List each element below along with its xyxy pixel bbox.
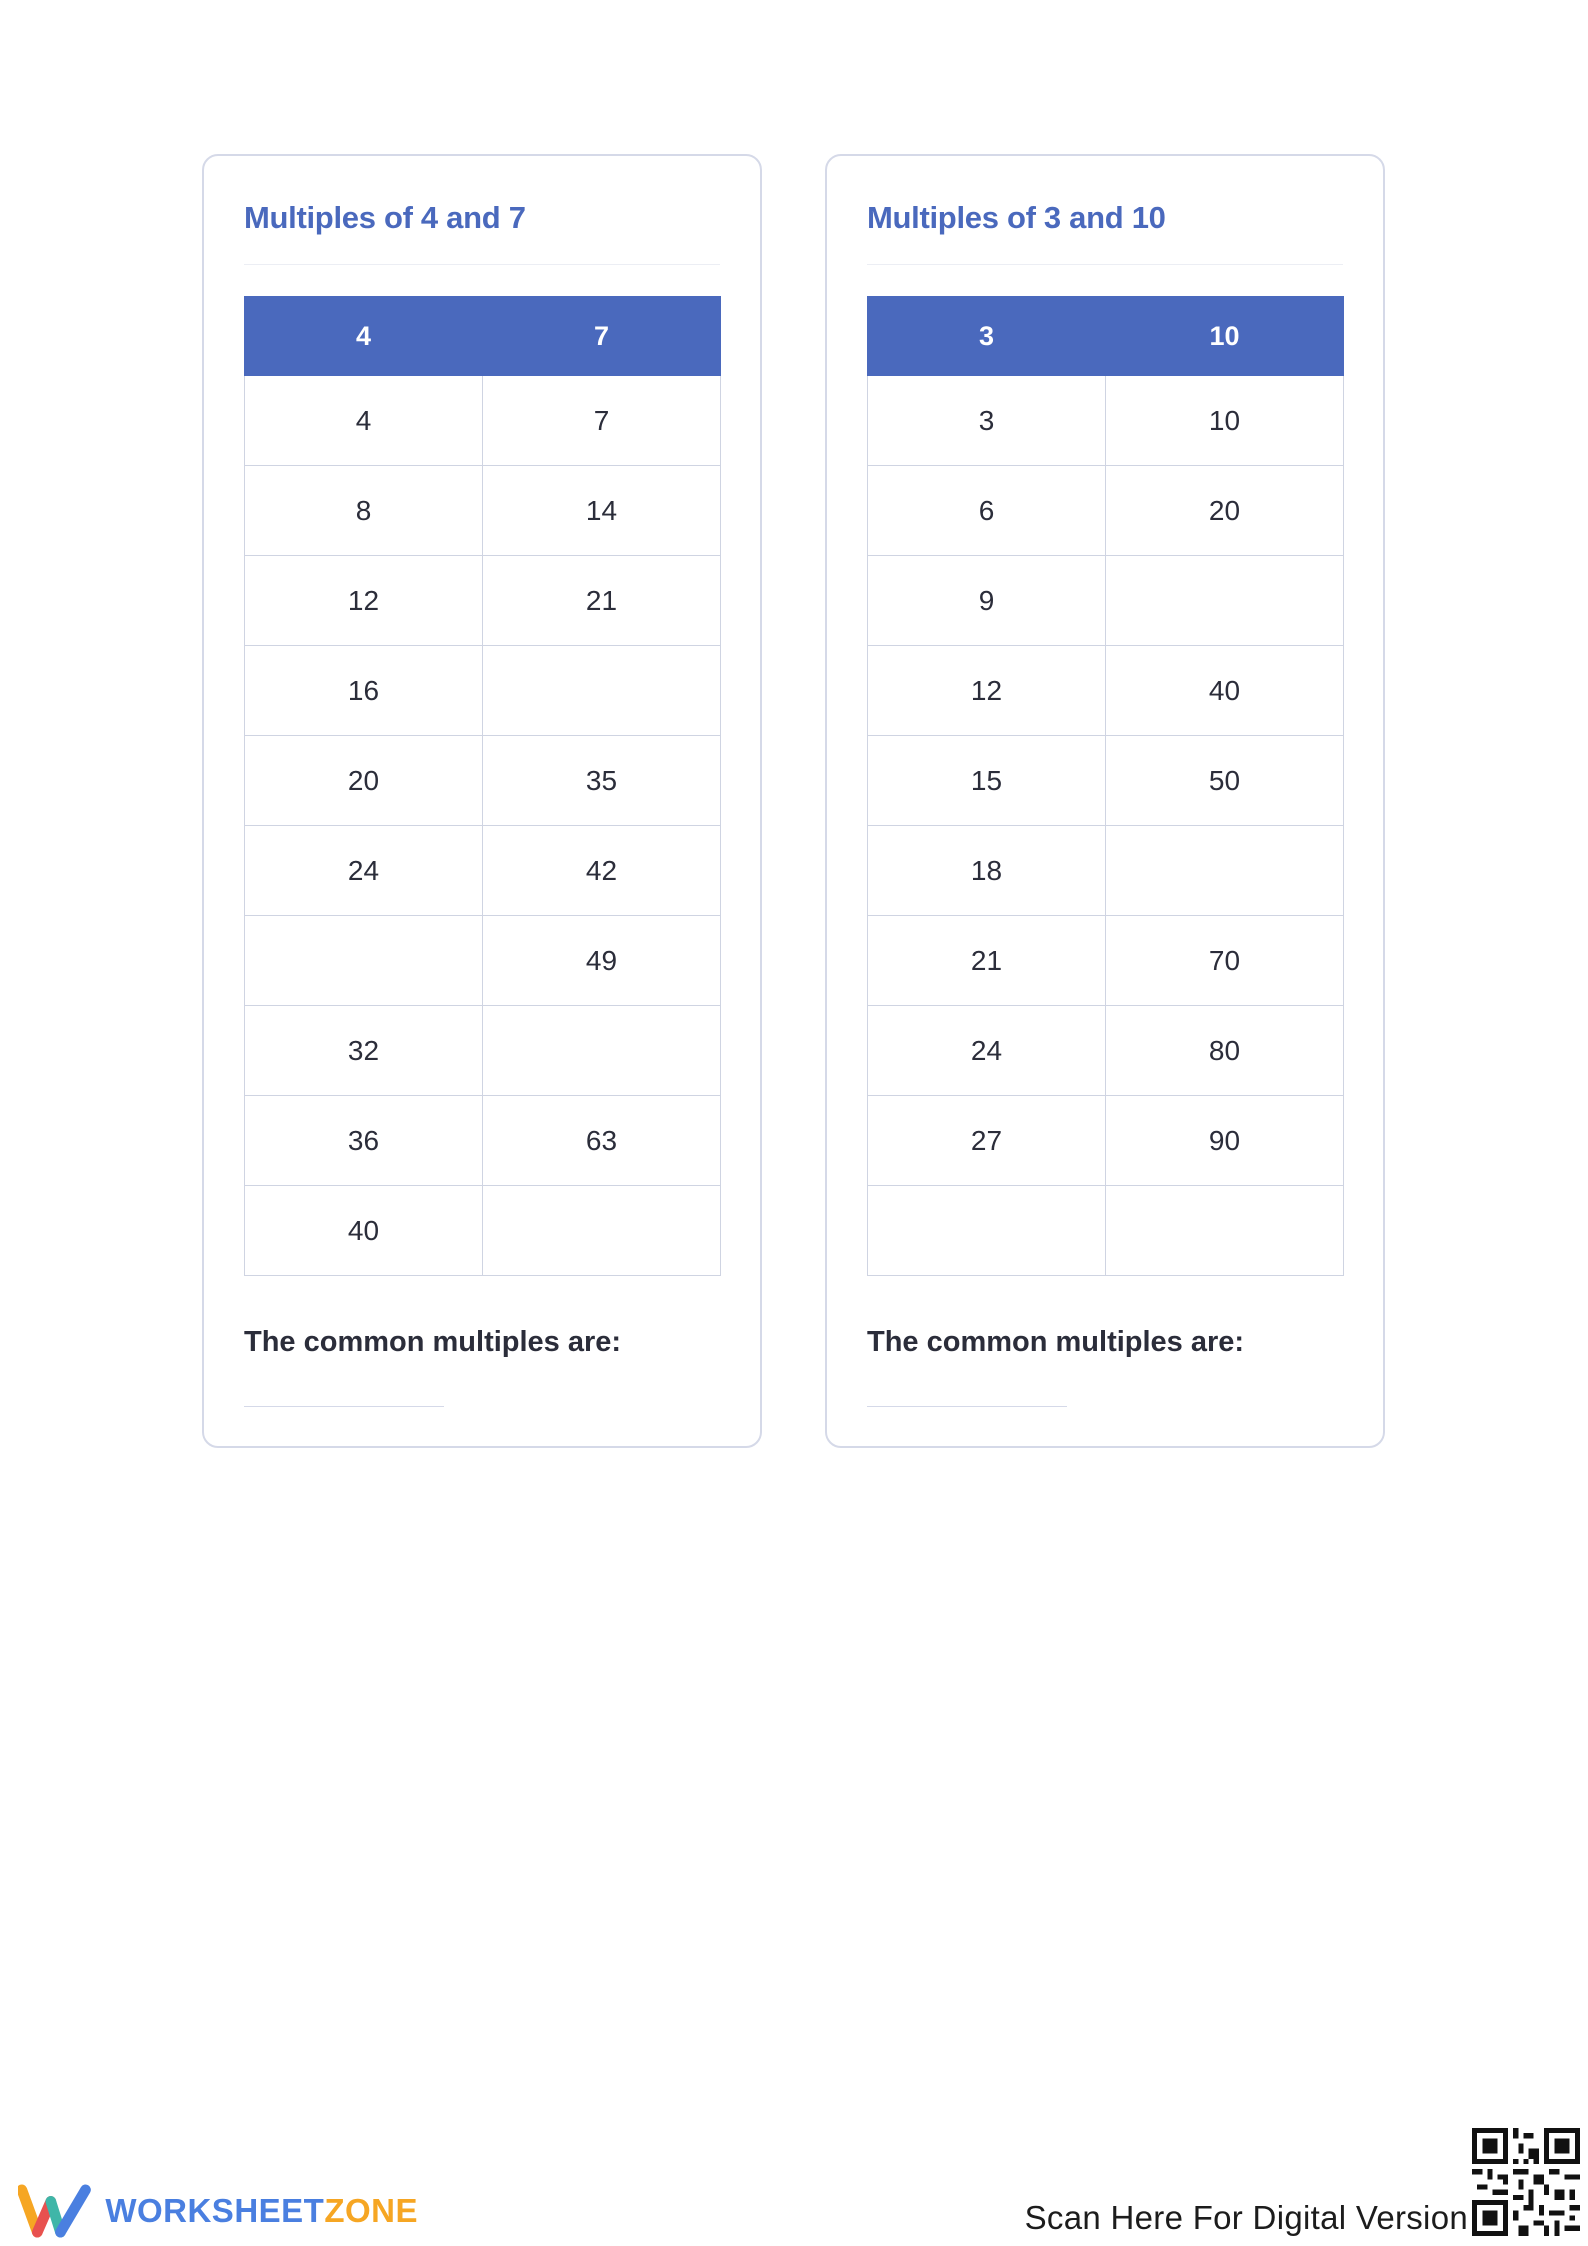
blank-answer-cell[interactable] xyxy=(483,1186,721,1276)
table-cell: 49 xyxy=(483,916,721,1006)
table-row xyxy=(245,1006,721,1096)
blank-answer-cell[interactable] xyxy=(245,916,483,1006)
logo-word-accent: ZONE xyxy=(324,2192,418,2229)
table-row xyxy=(868,736,1344,826)
table-row xyxy=(245,376,721,466)
worksheet-card-multiples-3-10 xyxy=(825,154,1385,1448)
column-header: 7 xyxy=(483,297,721,376)
multiples-table xyxy=(244,296,721,1276)
table-cell: 35 xyxy=(483,736,721,826)
table-cell: 20 xyxy=(245,736,483,826)
card-title: Multiples of 3 and 10 xyxy=(867,200,1166,235)
table-cell: 15 xyxy=(868,736,1106,826)
table-cell: 6 xyxy=(868,466,1106,556)
blank-answer-cell[interactable] xyxy=(483,646,721,736)
card-title: Multiples of 4 and 7 xyxy=(244,200,526,235)
table-row xyxy=(868,646,1344,736)
table-cell: 63 xyxy=(483,1096,721,1186)
logo-word-primary: WORKSHEET xyxy=(105,2192,325,2229)
table-row xyxy=(868,1186,1344,1276)
table-cell: 32 xyxy=(245,1006,483,1096)
table-cell: 90 xyxy=(1106,1096,1344,1186)
table-cell: 16 xyxy=(245,646,483,736)
worksheetzone-logo[interactable] xyxy=(18,2183,418,2239)
table-cell: 3 xyxy=(868,376,1106,466)
table-cell: 10 xyxy=(1106,376,1344,466)
table-cell: 14 xyxy=(483,466,721,556)
column-header: 3 xyxy=(868,297,1106,376)
table-row xyxy=(245,916,721,1006)
table-cell: 12 xyxy=(868,646,1106,736)
table-cell: 80 xyxy=(1106,1006,1344,1096)
table-row xyxy=(868,1006,1344,1096)
table-cell: 4 xyxy=(245,376,483,466)
table-row xyxy=(245,466,721,556)
table-row xyxy=(868,1096,1344,1186)
common-multiples-label: The common multiples are: xyxy=(867,1326,1245,1358)
table-cell: 12 xyxy=(245,556,483,646)
table-cell: 7 xyxy=(483,376,721,466)
table-cell: 24 xyxy=(245,826,483,916)
table-cell: 9 xyxy=(868,556,1106,646)
table-cell: 24 xyxy=(868,1006,1106,1096)
table-row xyxy=(868,466,1344,556)
table-cell: 40 xyxy=(245,1186,483,1276)
blank-answer-cell[interactable] xyxy=(483,1006,721,1096)
table-cell: 70 xyxy=(1106,916,1344,1006)
worksheetzone-logo-icon xyxy=(18,2183,91,2239)
table-row xyxy=(245,646,721,736)
answer-line[interactable] xyxy=(867,1406,1067,1407)
column-header: 4 xyxy=(245,297,483,376)
table-row xyxy=(868,916,1344,1006)
table-row xyxy=(245,556,721,646)
table-cell: 21 xyxy=(868,916,1106,1006)
table-row xyxy=(245,736,721,826)
table-cell: 27 xyxy=(868,1096,1106,1186)
table-cell: 40 xyxy=(1106,646,1344,736)
blank-answer-cell[interactable] xyxy=(1106,826,1344,916)
title-divider xyxy=(244,264,720,265)
title-divider xyxy=(867,264,1343,265)
logo-wordmark xyxy=(105,2192,418,2230)
table-cell: 50 xyxy=(1106,736,1344,826)
qr-code-icon[interactable] xyxy=(1472,2128,1580,2236)
table-row xyxy=(868,826,1344,916)
table-row xyxy=(868,556,1344,646)
table-row xyxy=(245,826,721,916)
table-row xyxy=(868,376,1344,466)
worksheet-card-multiples-4-7 xyxy=(202,154,762,1448)
multiples-table xyxy=(867,296,1344,1276)
blank-answer-cell[interactable] xyxy=(1106,556,1344,646)
table-cell: 18 xyxy=(868,826,1106,916)
answer-line[interactable] xyxy=(244,1406,444,1407)
table-cell: 36 xyxy=(245,1096,483,1186)
column-header: 10 xyxy=(1106,297,1344,376)
blank-answer-cell[interactable] xyxy=(868,1186,1106,1276)
scan-instruction: Scan Here For Digital Version xyxy=(1024,2199,1468,2236)
table-row xyxy=(245,1096,721,1186)
common-multiples-label: The common multiples are: xyxy=(244,1326,622,1358)
table-header-row xyxy=(868,297,1344,376)
table-cell: 20 xyxy=(1106,466,1344,556)
table-cell: 8 xyxy=(245,466,483,556)
table-cell: 42 xyxy=(483,826,721,916)
blank-answer-cell[interactable] xyxy=(1106,1186,1344,1276)
table-row xyxy=(245,1186,721,1276)
table-cell: 21 xyxy=(483,556,721,646)
table-header-row xyxy=(245,297,721,376)
